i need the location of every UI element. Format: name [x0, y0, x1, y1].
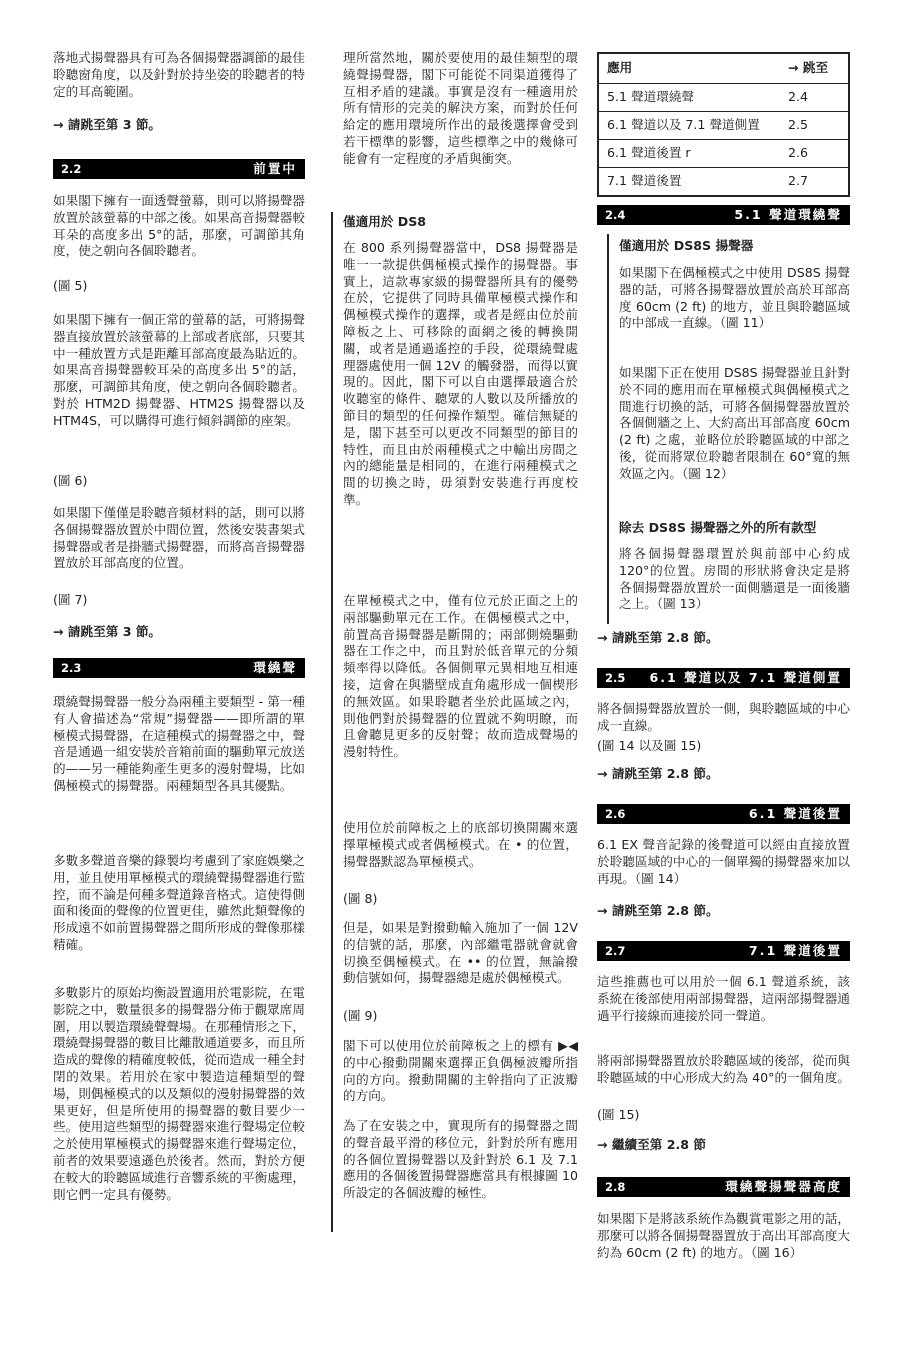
- jump-link[interactable]: → 請跳至第 2.8 節。: [597, 630, 719, 645]
- paragraph: 如果閣下在偶極模式之中使用 DS8S 揚聲器的話，可將各揚聲器放置於高於耳部高度 60cm (2 ft) 的地方，並且與聆聽區域的中部成一直線。（圖 11）: [619, 265, 850, 331]
- subheading: 僅適用於 DS8S 揚聲器: [619, 238, 754, 253]
- paragraph: 將各個揚聲器放置於一側，與聆聽區域的中心成一直線。: [597, 701, 850, 733]
- paragraph: 落地式揚聲器具有可為各個揚聲器調節的最佳聆聽窗角度，以及針對於持坐姿的聆聽者的特定的耳高範圍。: [53, 50, 305, 99]
- paragraph: 在單極模式之中，僅有位元於正面之上的兩部驅動單元在工作。在偶極模式之中，前置高音揚聲器是斷開的；兩部側燒驅動器在工作之中，而且對於低音單元的分頻頻率得以降低。各個側單元異相地互相連接，這會在與牆壁成直角處形成一個楔形的無效區。如果聆聽者坐於此區域之內，則他們對於揚聲器的位置就不夠明瞭，而且會聽見更多的反射聲；故而造成聲場的漫射特性。: [343, 593, 578, 760]
- table-row[interactable]: [598, 111, 849, 139]
- table-cell-app: 6.1 聲道以及 7.1 聲道側置: [598, 111, 780, 139]
- section-title: 6.1 聲道以及 7.1 聲道側置: [649, 669, 842, 685]
- table-header-jump: → 跳至: [780, 53, 849, 83]
- section-title: 環繞聲: [253, 659, 297, 675]
- table-cell-jump[interactable]: 2.7: [780, 167, 849, 196]
- section-title: 6.1 聲道後置: [748, 805, 842, 821]
- jump-link[interactable]: → 請跳至第 2.8 節。: [597, 766, 719, 781]
- table-cell-jump[interactable]: 2.6: [780, 139, 849, 167]
- section-header-2-5: [597, 668, 850, 688]
- jump-link[interactable]: → 請跳至第 3 節。: [53, 624, 162, 639]
- section-title: 環繞聲揚聲器高度: [725, 1178, 842, 1194]
- section-header-2-6: [597, 804, 850, 824]
- section-number: 2.8: [605, 1179, 626, 1194]
- figure-ref: (圖 14 以及圖 15): [597, 738, 702, 753]
- section-title: 5.1 聲道環繞聲: [734, 206, 842, 222]
- section-number: 2.6: [605, 806, 626, 821]
- section-number: 2.7: [605, 943, 626, 958]
- paragraph: 多數多聲道音樂的錄製均考慮到了家庭娛樂之用，並且使用單極模式的環繞聲揚聲器進行監控，而不論是何種多聲道錄音格式。這使得側面和後面的聲像的位置更佳，雖然此類聲像的形成遠不如前置揚聲器之間所形成的聲像那樣精確。: [53, 853, 305, 952]
- section-header-2-3: [53, 658, 305, 678]
- section-number: 2.3: [61, 660, 82, 675]
- section-title: 7.1 聲道後置: [748, 942, 842, 958]
- table-row[interactable]: [598, 83, 849, 111]
- paragraph: 為了在安裝之中，實現所有的揚聲器之間的聲音最平滑的移位元，針對於所有應用的各個位置揚聲器以及針對於 6.1 及 7.1 應用的各個後置揚聲器應當具有根據圖 10 所設定的各個波瓣的極性。: [343, 1118, 578, 1201]
- figure-ref: (圖 5): [53, 278, 88, 293]
- section-number: 2.2: [61, 161, 82, 176]
- paragraph: 環繞聲揚聲器一般分為兩種主要類型 - 第一種有人會描述為“常規”揚聲器——即所謂的單極模式揚聲器，在這種模式的揚聲器之中，聲音是通過一組安裝於音箱前面的驅動單元放送的——另一種能夠產生更多的漫射聲場，比如偶極模式的揚聲器。兩種類型各具其優點。: [53, 694, 305, 793]
- section-number: 2.4: [605, 207, 626, 222]
- paragraph: 這些推薦也可以用於一個 6.1 聲道系統，該系統在後部使用兩部揚聲器，這兩部揚聲器通過平行接線而連接於同一聲道。: [597, 974, 850, 1023]
- section-header-2-7: [597, 941, 850, 961]
- paragraph: 如果閣下是將該系統作為觀賞電影之用的話，那麼可以將各個揚聲器置放于高出耳部高度大約為 60cm (2 ft) 的地方。（圖 16）: [597, 1211, 850, 1260]
- table-header-row: [598, 53, 849, 83]
- paragraph: 將各個揚聲器環置於與前部中心約成 120°的位置。房間的形狀將會決定是將各個揚聲器放置於一面側牆還是一面後牆之上。（圖 13）: [619, 546, 850, 612]
- table-cell-app: 7.1 聲道後置: [598, 167, 780, 196]
- figure-ref: (圖 7): [53, 592, 88, 607]
- figure-ref: (圖 8): [343, 891, 378, 906]
- paragraph: 如果閣下僅僅是聆聽音頻材料的話，則可以將各個揚聲器放置於中間位置，然後安裝書架式揚聲器或者是掛牆式揚聲器，而將高音揚聲器置放於耳部高度的位置。: [53, 505, 305, 571]
- subheading: 僅適用於 DS8: [343, 214, 427, 229]
- application-table: [597, 52, 850, 197]
- table-cell-app: 6.1 聲道後置 r: [598, 139, 780, 167]
- paragraph: 多數影片的原始均衡設置適用於電影院，在電影院之中，數量很多的揚聲器分佈于觀眾席周圍，用以製造環繞聲聲場。在那種情形之下，環繞聲揚聲器的數目比離散通道要多，而且所造成的聲像的精確度較低，從而造成一種全封閉的效果。若用於在家中製造這種類型的聲場，則偶極模式的以及類似的漫射揚聲器的效果更好，但是所使用的揚聲器的數目要少一些。使用這些類型的揚聲器來進行聲場定位較之於使用單極模式的揚聲器來進行聲場定位，前者的效果要遠遜色於後者。然而，對於方便在較大的聆聽區域進行音響系統的平衡處理，則它們一定具有優勢。: [53, 985, 305, 1202]
- table-row[interactable]: [598, 167, 849, 196]
- section-number: 2.5: [605, 670, 626, 685]
- table-header-app: 應用: [598, 53, 780, 83]
- paragraph: 在 800 系列揚聲器當中，DS8 揚聲器是唯一一款提供偶極模式操作的揚聲器。事實上，這款專家級的揚聲器所具有的優勢在於，它提供了同時具備單極模式操作和偶極模式操作的選擇，或者是經由位於前障板之上、可移除的面網之後的轉換開關，或者是通過遙控的手段，從環繞聲處理器處使用一個 12V 的觸發器，而得以實現的。因此，閣下可以自由選擇最適合於收聽室的條件、聽眾的人數以及所播放的節目的類型的任何操作類型。確信無疑的是，閣下甚至可以更改不同類型的節目的特性，而且由於兩種模式之中輸出房間之內的總能量是相同的，在進行兩種模式之間的切換之時，毋須對安裝進行再度校準。: [343, 240, 578, 507]
- paragraph: 閣下可以使用位於前障板之上的標有 ▶◀ 的中心撥動開關來選擇正負偶極波瓣所指向的方向。撥動開關的主幹指向了正波瓣的方向。: [343, 1038, 578, 1104]
- figure-ref: (圖 9): [343, 1008, 378, 1023]
- section-header-2-8: [597, 1177, 850, 1197]
- jump-link[interactable]: → 繼續至第 2.8 節: [597, 1137, 706, 1152]
- paragraph: 如果閣下擁有一面透聲螢幕，則可以將揚聲器放置於該螢幕的中部之後。如果高音揚聲器較耳朵的高度多出 5°的話，那麼，可調節其角度，使之朝向各個聆聽者。: [53, 193, 305, 259]
- table-row[interactable]: [598, 139, 849, 167]
- section-title: 前置中: [253, 160, 297, 176]
- section-header-2-4: [597, 205, 850, 225]
- figure-ref: (圖 15): [597, 1107, 640, 1122]
- paragraph: 如果閣下正在使用 DS8S 揚聲器並且針對於不同的應用而在單極模式與偶極模式之間進行切換的話，可將各個揚聲器放置於各個側牆之上、大約高出耳部高度 60cm (2 ft) 之處，並略位於聆聽區域的中部之後，從而將眾位聆聽者限制在 60°寬的無效區之內。（圖 12）: [619, 365, 850, 481]
- table-cell-jump[interactable]: 2.4: [780, 83, 849, 111]
- paragraph: 理所當然地，關於要使用的最佳類型的環繞聲揚聲器，閣下可能從不同渠道獲得了互相矛盾的建議。事實是沒有一種適用於所有情形的完美的解決方案，而對於任何給定的應用環境所作出的最後選擇會受到若干標準的影響，這些標準之中的幾條可能會有一定程度的矛盾與衝突。: [343, 50, 578, 166]
- subheading: 除去 DS8S 揚聲器之外的所有款型: [619, 520, 817, 535]
- paragraph: 將兩部揚聲器置放於聆聽區域的後部，從而與聆聽區域的中心形成大約為 40°的一個角度。: [597, 1053, 851, 1085]
- paragraph: 6.1 EX 聲音記錄的後聲道可以經由直接放置於聆聽區域的中心的一個單獨的揚聲器來加以再現。（圖 14）: [597, 837, 850, 886]
- paragraph: 但是，如果是對撥動輸入施加了一個 12V 的信號的話，那麼，內部繼電器就會就會切換至偶極模式。在 •• 的位置，無論撥動信號如何，揚聲器總是處於偶極模式。: [343, 920, 578, 986]
- figure-ref: (圖 6): [53, 473, 88, 488]
- jump-link[interactable]: → 請跳至第 3 節。: [53, 117, 162, 132]
- jump-link[interactable]: → 請跳至第 2.8 節。: [597, 903, 719, 918]
- table-cell-app: 5.1 聲道環繞聲: [598, 83, 780, 111]
- paragraph: 如果閣下擁有一個正常的螢幕的話，可將揚聲器直接放置於該螢幕的上部或者底部，只要其中一種放置方式是距離耳部高度最為貼近的。如果高音揚聲器較耳朵的高度多出 5°的話，那麼，可調節其角度，使之朝向各個聆聽者。對於 HTM2D 揚聲器、HTM2S 揚聲器以及 HTM4S，可以購得可進行傾斜調節的座架。: [53, 312, 305, 428]
- table-cell-jump[interactable]: 2.5: [780, 111, 849, 139]
- section-header-2-2: [53, 159, 305, 179]
- paragraph: 使用位於前障板之上的底部切換開關來選擇單極模式或者偶極模式。在 • 的位置，揚聲器默認為單極模式。: [343, 820, 578, 869]
